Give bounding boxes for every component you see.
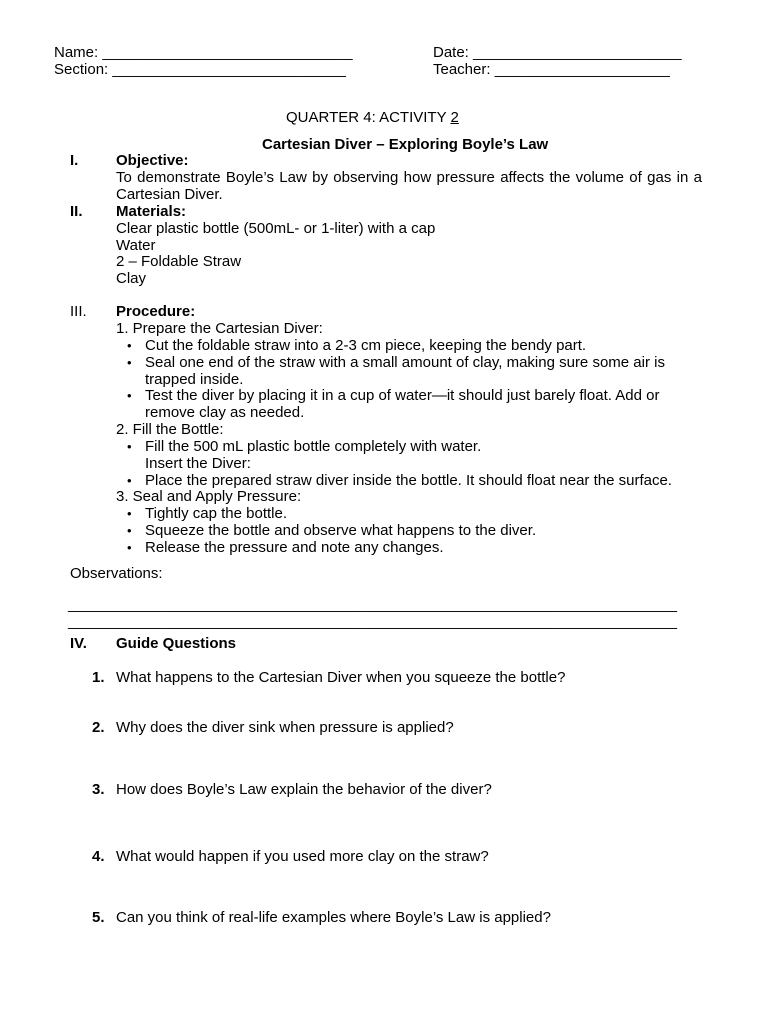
materials-numeral: II. xyxy=(70,203,83,220)
bullet-icon: • xyxy=(127,355,132,370)
question-number: 1. xyxy=(92,669,105,686)
question-number: 2. xyxy=(92,719,105,736)
quarter-heading xyxy=(286,109,459,126)
procedure-bullet: Tightly cap the bottle. xyxy=(145,505,288,522)
page-title: Cartesian Diver – Exploring Boyle’s Law xyxy=(262,136,549,153)
bullet-icon: • xyxy=(127,338,132,353)
materials-item: 2 – Foldable Straw xyxy=(116,253,242,270)
guide-numeral: IV. xyxy=(70,635,87,652)
date-field: Date: _________________________ xyxy=(433,44,682,61)
bullet-icon: • xyxy=(127,439,132,454)
question-text: Why does the diver sink when pressure is applied? xyxy=(116,719,454,736)
question-text: What happens to the Cartesian Diver when you squeeze the bottle? xyxy=(116,669,566,686)
section-field: Section: ____________________________ xyxy=(54,61,346,78)
observation-line: _________________________________________________________________________ xyxy=(68,613,677,630)
observation-line: _________________________________________________________________________ xyxy=(68,596,677,613)
bullet-icon: • xyxy=(127,506,132,521)
procedure-bullet-continuation: remove clay as needed. xyxy=(145,404,305,421)
procedure-heading: Procedure: xyxy=(116,303,196,320)
procedure-bullet: Release the pressure and note any changes. xyxy=(145,539,444,556)
question-number: 5. xyxy=(92,909,105,926)
question-text: What would happen if you used more clay on the straw? xyxy=(116,848,489,865)
question-text: Can you think of real-life examples where Boyle’s Law is applied? xyxy=(116,909,551,926)
activity-number: 2 xyxy=(450,109,459,126)
bullet-icon: • xyxy=(127,540,132,555)
observations-label: Observations: xyxy=(70,565,163,582)
materials-item: Water xyxy=(116,237,156,254)
procedure-bullet: Seal one end of the straw with a small amount of clay, making sure some air is xyxy=(145,354,665,371)
materials-item: Clear plastic bottle (500mL- or 1-liter) with a cap xyxy=(116,220,436,237)
question-number: 3. xyxy=(92,781,105,798)
question-text: How does Boyle’s Law explain the behavior of the diver? xyxy=(116,781,492,798)
procedure-step: 3. Seal and Apply Pressure: xyxy=(116,488,302,505)
procedure-bullet: Test the diver by placing it in a cup of water—it should just barely float. Add or xyxy=(145,387,660,404)
bullet-icon: • xyxy=(127,388,132,403)
procedure-numeral: III. xyxy=(70,303,87,320)
insert-diver-label: Insert the Diver: xyxy=(145,455,251,472)
procedure-step: 1. Prepare the Cartesian Diver: xyxy=(116,320,323,337)
procedure-step: 2. Fill the Bottle: xyxy=(116,421,224,438)
procedure-bullet: Squeeze the bottle and observe what happens to the diver. xyxy=(145,522,537,539)
question-number: 4. xyxy=(92,848,105,865)
procedure-bullet: Cut the foldable straw into a 2-3 cm piece, keeping the bendy part. xyxy=(145,337,587,354)
quarter-prefix: QUARTER 4: ACTIVITY xyxy=(286,109,451,126)
name-field: Name: ______________________________ xyxy=(54,44,353,61)
objective-text: To demonstrate Boyle’s Law by observing how pressure affects the volume of gas in a Cartesian Diver. xyxy=(116,169,702,203)
procedure-bullet: Fill the 500 mL plastic bottle completely with water. xyxy=(145,438,482,455)
procedure-bullet: Place the prepared straw diver inside the bottle. It should float near the surface. xyxy=(145,472,672,489)
objective-heading: Objective: xyxy=(116,152,189,169)
teacher-field: Teacher: _____________________ xyxy=(433,61,670,78)
guide-heading: Guide Questions xyxy=(116,635,237,652)
bullet-icon: • xyxy=(127,473,132,488)
procedure-bullet-continuation: trapped inside. xyxy=(145,371,244,388)
materials-heading: Materials: xyxy=(116,203,187,220)
materials-item: Clay xyxy=(116,270,147,287)
objective-numeral: I. xyxy=(70,152,79,169)
bullet-icon: • xyxy=(127,523,132,538)
